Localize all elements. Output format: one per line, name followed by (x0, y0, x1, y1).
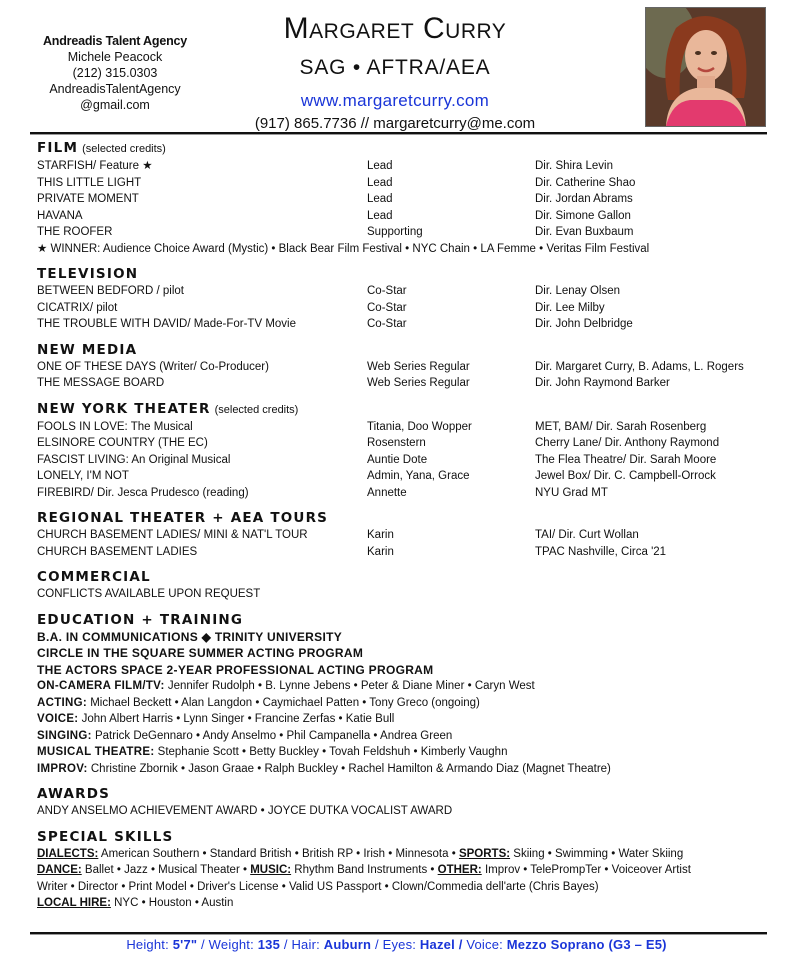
skills-line: LOCAL HIRE: NYC • Houston • Austin (37, 897, 234, 909)
awards-list: ANDY ANSELMO ACHIEVEMENT AWARD • JOYCE DUTKA VOCALIST AWARD (37, 805, 453, 817)
credit-row: FASCIST LIVING: An Original Musical Auntie Dote The Flea Theatre/ Dir. Sarah Moore (37, 453, 717, 466)
physical-stats: Height: 5'7" / Weight: 135 / Hair: Auburn / Eyes: Hazel / Voice: Mezzo Soprano (G3 – E5) (126, 937, 667, 952)
credit-row: STARFISH/ Feature ★ Lead Dir. Shira Levin (37, 160, 613, 172)
credit-row: THE ROOFER Supporting Dir. Evan Buxbaum (37, 226, 634, 238)
section-title: FILM (selected credits) (37, 140, 166, 156)
training-line: IMPROV: Christine Zbornik • Jason Graae • Ralph Buckley • Rachel Hamilton & Armando Diaz (Magnet Theatre) (37, 762, 611, 775)
credit-row: LONELY, I'M NOT Admin, Yana, Grace Jewel Box/ Dir. C. Campbell-Orrock (37, 470, 716, 482)
credit-row: CHURCH BASEMENT LADIES Karin TPAC Nashville, Circa '21 (37, 545, 667, 558)
credit-row: THE MESSAGE BOARD Web Series Regular Dir. John Raymond Barker (37, 377, 670, 389)
voice-value: Mezzo Soprano (G3 – E5) (506, 937, 667, 952)
headshot-image (646, 8, 765, 126)
skills-line: DANCE: Ballet • Jazz • Musical Theater • MUSIC: Rhythm Band Instruments • OTHER: Improv • TelePrompTer • Voiceover Artist (37, 864, 691, 876)
commercial-section (37, 569, 772, 603)
header-divider (30, 132, 767, 134)
regional-section (37, 510, 772, 560)
degree: B.A. IN COMMUNICATIONS ◆ TRINITY UNIVERSITY (37, 629, 343, 644)
training-line: ON-CAMERA FILM/TV: Jennifer Rudolph • B. Lynne Jebens • Peter & Diane Miner • Caryn West (37, 680, 535, 692)
ny-theater-section (37, 401, 772, 502)
program: CIRCLE IN THE SQUARE SUMMER ACTING PROGRAM (37, 646, 364, 660)
actor-name: Margaret Curry (283, 12, 507, 45)
section-title: AWARDS (37, 786, 111, 802)
new-media-section (37, 342, 772, 392)
agency-email-2: @gmail.com (80, 98, 150, 112)
credit-row: THIS LITTLE LIGHT Lead Dir. Catherine Shao (37, 176, 636, 189)
website-link[interactable]: www.margaretcurry.com (300, 91, 490, 110)
credit-row: FIREBIRD/ Dir. Jesca Prudesco (reading) Annette NYU Grad MT (37, 486, 608, 499)
training-line: ACTING: Michael Beckett • Alan Langdon • Caymichael Patten • Tony Greco (ongoing) (37, 696, 480, 709)
section-title: REGIONAL THEATER + AEA TOURS (37, 510, 329, 526)
credit-row: HAVANA Lead Dir. Simone Gallon (37, 209, 631, 222)
section-title: NEW YORK THEATER (selected credits) (37, 400, 299, 417)
section-title: COMMERCIAL (37, 569, 151, 585)
credit-row: ONE OF THESE DAYS (Writer/ Co-Producer) Web Series Regular Dir. Margaret Curry, B. Adams, L. Rogers (37, 360, 744, 373)
award-note: ★ WINNER: Audience Choice Award (Mystic) • Black Bear Film Festival • NYC Chain • LA Femme • Veritas Film Festival (37, 242, 650, 255)
agency-name: Andreadis Talent Agency (42, 34, 188, 48)
training-line: SINGING: Patrick DeGennaro • Andy Anselmo • Phil Campanella • Andrea Green (37, 729, 453, 742)
television-section (37, 266, 772, 333)
education-section (37, 612, 772, 778)
training-line: VOICE: John Albert Harris • Lynn Singer • Francine Zerfas • Katie Bull (37, 713, 395, 725)
headshot-photo (645, 7, 766, 127)
section-title: EDUCATION + TRAINING (37, 611, 244, 628)
credit-row: THE TROUBLE WITH DAVID/ Made-For-TV Movie Co-Star Dir. John Delbridge (37, 318, 633, 330)
agency-phone: (212) 315.0303 (72, 66, 158, 80)
hair-value: Auburn (323, 937, 372, 952)
skills-section (37, 829, 772, 912)
skills-line: DIALECTS: American Southern • Standard British • British RP • Irish • Minnesota • SPORTS: Skiing • Swimming • Water Skiing (37, 847, 684, 860)
section-title: SPECIAL SKILLS (37, 828, 174, 845)
union-affiliations: SAG • AFTRA/AEA (299, 56, 491, 79)
section-title: NEW MEDIA (37, 341, 138, 358)
section-note: (selected credits) (82, 143, 166, 155)
height-value: 5'7" (172, 937, 198, 952)
agency-contact: Michele Peacock (67, 50, 163, 64)
credit-row: BETWEEN BEDFORD / pilot Co-Star Dir. Lenay Olsen (37, 285, 621, 297)
weight-value: 135 (257, 937, 281, 952)
awards-section (37, 786, 772, 820)
resume-body (37, 140, 772, 921)
film-section (37, 140, 772, 257)
section-note: (selected credits) (214, 403, 299, 416)
resume-header (220, 10, 570, 132)
credit-row: PRIVATE MOMENT Lead Dir. Jordan Abrams (37, 193, 633, 205)
credit-row: ELSINORE COUNTRY (THE EC) Rosenstern Cherry Lane/ Dir. Anthony Raymond (37, 437, 720, 449)
training-line: MUSICAL THEATRE: Stephanie Scott • Betty Buckley • Tovah Feldshuh • Kimberly Vaughn (37, 746, 508, 758)
section-title: TELEVISION (37, 266, 139, 282)
eyes-value: Hazel / (419, 937, 463, 952)
skills-line: Writer • Director • Print Model • Driver's License • Valid US Passport • Clown/Commedia dell'arte (Chris Bayes) (37, 880, 599, 893)
agency-email-1: AndreadisTalentAgency (49, 82, 181, 96)
program: THE ACTORS SPACE 2-YEAR PROFESSIONAL ACTING PROGRAM (37, 662, 434, 677)
credit-row: FOOLS IN LOVE: The Musical Titania, Doo Wopper MET, BAM/ Dir. Sarah Rosenberg (37, 420, 707, 433)
agency-block (30, 33, 200, 113)
phone-email: (917) 865.7736 // margaretcurry@me.com (254, 115, 536, 132)
footer-divider (30, 932, 767, 934)
credit-row: CICATRIX/ pilot Co-Star Dir. Lee Milby (37, 301, 605, 314)
credit-row: CHURCH BASEMENT LADIES/ MINI & NAT'L TOUR Karin TAI/ Dir. Curt Wollan (37, 529, 639, 541)
commercial-note: CONFLICTS AVAILABLE UPON REQUEST (37, 588, 261, 600)
